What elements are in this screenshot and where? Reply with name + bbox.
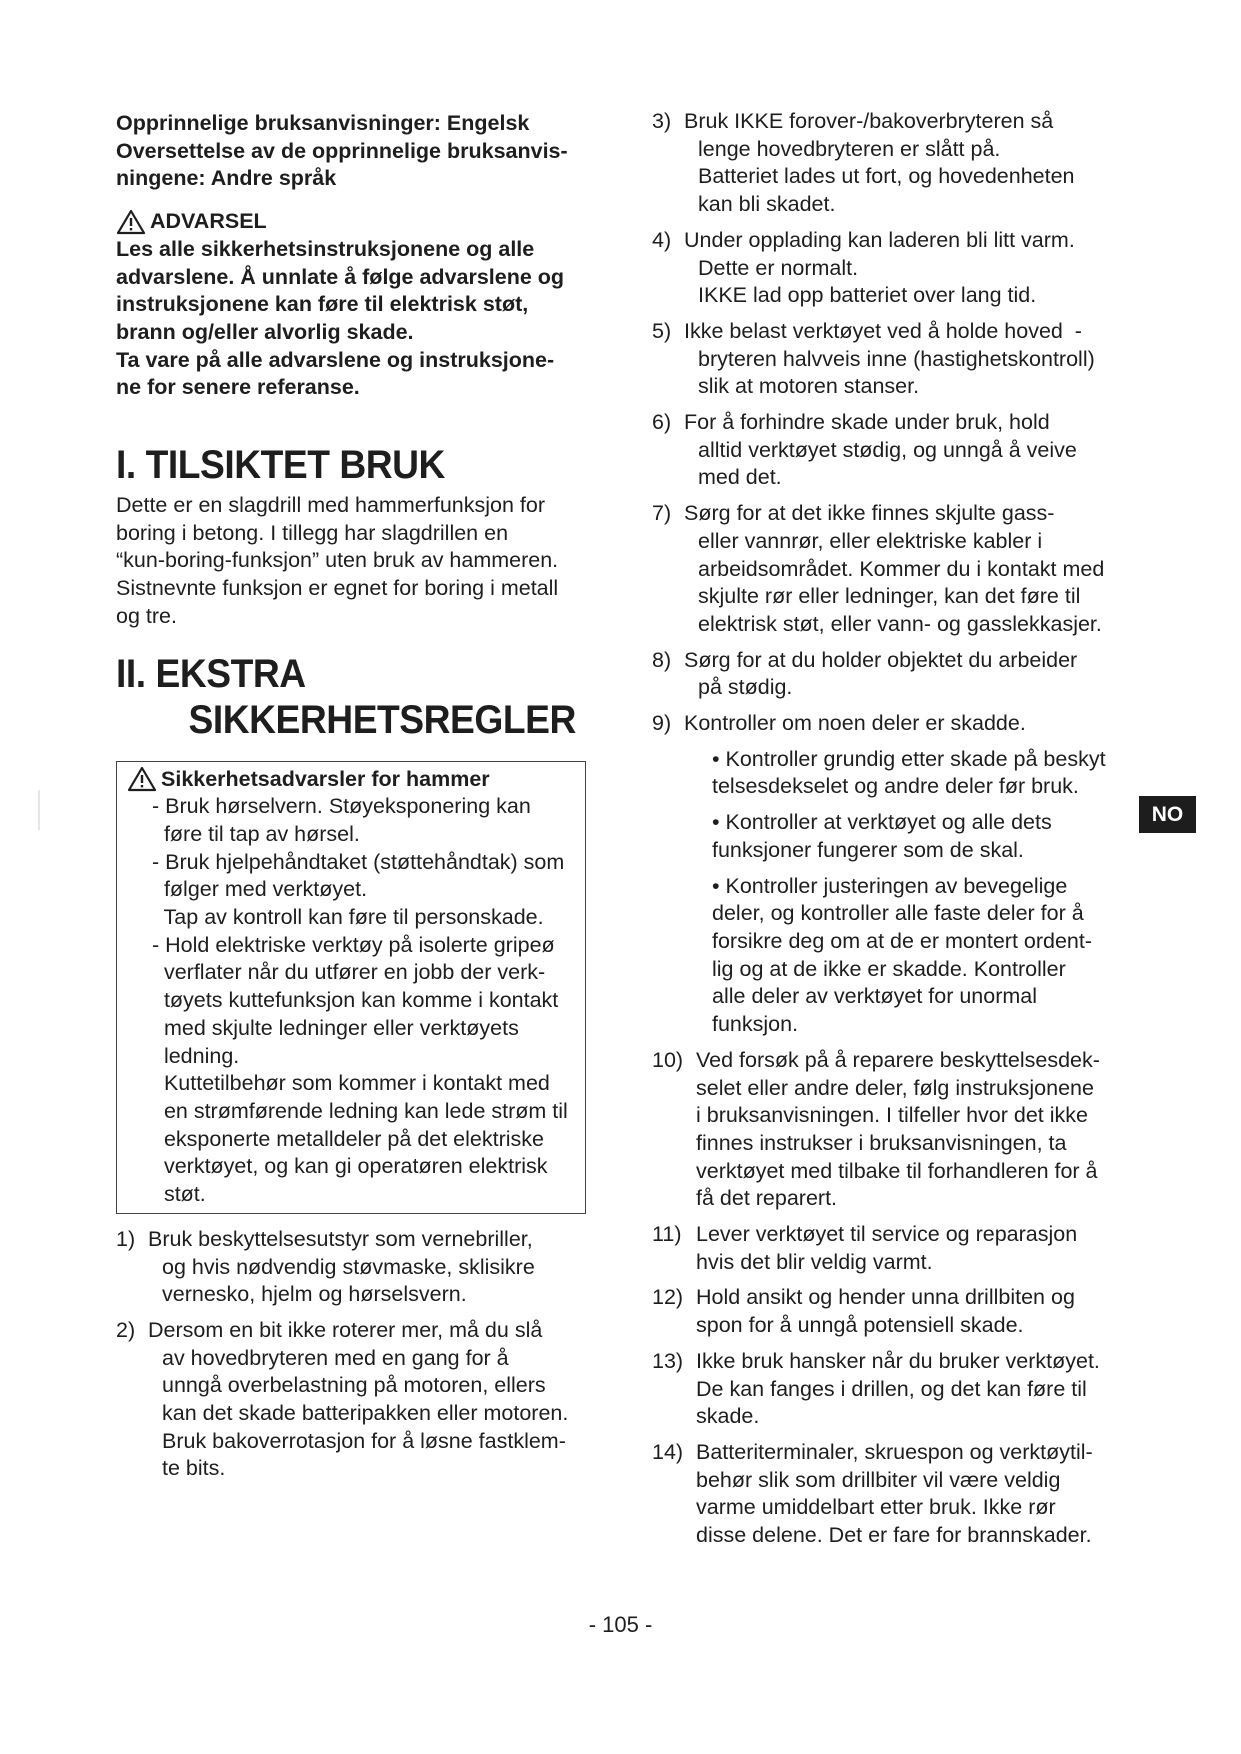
list-item-number: 6) — [652, 410, 672, 435]
list-item-line: Kontroller om noen deler er skadde. — [684, 711, 1026, 736]
bullet-line: forsikre deg om at de er montert ordent- — [712, 928, 1093, 953]
bullet-line: • Kontroller justeringen av bevegelige — [712, 873, 1068, 898]
hammer-box-text — [127, 793, 579, 1209]
hammer-box-line: ledning. — [152, 1043, 240, 1068]
hammer-box-line: en strømførende ledning kan lede strøm til — [152, 1098, 568, 1123]
section1-line: “kun-boring-funksjon” uten bruk av hammeren. — [116, 548, 559, 573]
list-item-line: behør slik som drillbiter vil være veldig — [696, 1467, 1061, 1492]
list-item — [116, 1317, 591, 1483]
hammer-box-line: Kuttetilbehør som kommer i kontakt med — [152, 1071, 550, 1096]
list-item-line: Lever verktøyet til service og reparasjon — [696, 1222, 1078, 1247]
list-item-line: Dersom en bit ikke roterer mer, må du slå — [148, 1317, 543, 1342]
list-item — [652, 1284, 1132, 1339]
bullet-list — [652, 746, 1132, 1039]
intro-line: Oversettelse av de opprinnelige bruksanvis- — [116, 138, 568, 163]
list-item-number: 5) — [652, 318, 672, 343]
warning-label: ADVARSEL — [150, 209, 267, 234]
section2-heading-line1: II. EKSTRA — [116, 651, 306, 696]
bullet-line: funksjon. — [712, 1012, 799, 1037]
list-item-line: Bruk IKKE forover-/bakoverbryteren så — [684, 109, 1054, 133]
hammer-box-line: eksponerte metalldeler på det elektriske — [152, 1126, 544, 1151]
list-item-line: skjulte rør eller ledninger, kan det føre til — [698, 584, 1081, 609]
list-item-line: i bruksanvisningen. I tilfeller hvor det ikke — [696, 1103, 1088, 1128]
warning-line: advarslene. Å unnlate å følge advarslene og — [116, 264, 565, 289]
warning-line: instruksjonene kan føre til elektrisk støt, — [116, 292, 529, 317]
section1-text — [116, 492, 591, 631]
section2-heading-line2: SIKKERHETSREGLER — [188, 697, 576, 742]
list-item-line: vernesko, hjelm og hørselsvern. — [162, 1282, 467, 1307]
warning-triangle-icon — [127, 766, 157, 792]
list-item-number: 3) — [652, 109, 672, 133]
list-item-line: Sørg for at du holder objektet du arbeider — [684, 647, 1078, 672]
intro-line: Opprinnelige bruksanvisninger: Engelsk — [116, 111, 530, 135]
hammer-box-line: tøyets kuttefunksjon kan komme i kontakt — [152, 988, 559, 1013]
left-numbered-list — [116, 1226, 591, 1483]
bullet-item — [712, 746, 1132, 801]
list-item-line: eller vannrør, eller elektriske kabler i — [698, 528, 1043, 553]
list-item-line: slik at motoren stanser. — [698, 374, 920, 399]
list-item-line: elektrisk støt, eller vann- og gasslekkasjer. — [698, 611, 1102, 636]
list-item-line: alltid verktøyet stødig, og unngå å veive — [698, 437, 1077, 462]
list-item — [652, 409, 1132, 492]
hammer-warning-box — [116, 761, 586, 1214]
list-item — [652, 500, 1132, 639]
list-item-line: Bruk bakoverrotasjon for å løsne fastklem- — [162, 1428, 566, 1453]
bullet-line: telsesdekselet og andre deler før bruk. — [712, 774, 1079, 799]
warning-line: brann og/eller alvorlig skade. — [116, 319, 414, 344]
list-item-number: 9) — [652, 711, 672, 736]
list-item — [116, 1226, 591, 1309]
list-item — [652, 1348, 1132, 1431]
warning-line: Ta vare på alle advarslene og instruksjone- — [116, 347, 555, 372]
list-item-line: hvis det blir veldig varmt. — [696, 1249, 933, 1274]
list-item-line: unngå overbelastning på motoren, ellers — [162, 1373, 546, 1398]
list-item — [652, 227, 1132, 310]
list-item-line: skade. — [696, 1404, 760, 1429]
hammer-box-line: - Hold elektriske verktøy på isolerte gripeø — [152, 932, 555, 957]
section2-heading — [116, 651, 576, 743]
list-item-number: 13) — [652, 1348, 684, 1373]
list-item-number: 4) — [652, 227, 672, 252]
list-item-number: 14) — [652, 1439, 684, 1464]
list-item-line: spon for å unngå potensiell skade. — [696, 1313, 1024, 1338]
list-item-number: 7) — [652, 501, 672, 526]
list-item-line: disse delene. Det er fare for brannskader. — [696, 1523, 1092, 1548]
list-item-number: 10) — [652, 1047, 684, 1072]
list-item — [652, 647, 1132, 702]
list-item-number: 1) — [116, 1226, 136, 1251]
list-item-line: verktøyet med tilbake til forhandleren for å — [696, 1158, 1098, 1183]
list-item — [652, 1221, 1132, 1276]
hammer-box-line: støt. — [152, 1182, 206, 1207]
section1-heading: I. TILSIKTET BRUK — [116, 443, 445, 488]
hammer-box-line: med skjulte ledninger eller verktøyets — [152, 1015, 519, 1040]
list-item — [652, 710, 1132, 738]
hammer-box-title-row — [127, 766, 579, 794]
list-item-line: IKKE lad opp batteriet over lang tid. — [698, 283, 1037, 308]
bullet-line: funksjoner fungerer som de skal. — [712, 837, 1024, 862]
scan-artifact — [38, 790, 40, 830]
list-item-line: bryteren halvveis inne (hastighetskontroll) — [698, 346, 1095, 371]
list-item-line: med det. — [698, 465, 782, 490]
warning-heading — [116, 208, 591, 236]
list-item-line: te bits. — [162, 1456, 226, 1481]
hammer-box-line: Tap av kontroll kan føre til personskade. — [152, 905, 544, 930]
list-item-line: Bruk beskyttelsesutstyr som vernebriller, — [148, 1226, 533, 1251]
page-number: - 105 - — [588, 1612, 653, 1637]
list-item-line: Hold ansikt og hender unna drillbiten og — [696, 1285, 1075, 1310]
bullet-line: lig og at de ikke er skadde. Kontroller — [712, 956, 1066, 981]
list-item-number: 2) — [116, 1317, 136, 1342]
section1-line: Dette er en slagdrill med hammerfunksjon for — [116, 493, 545, 518]
list-item-line: arbeidsområdet. Kommer du i kontakt med — [698, 556, 1105, 581]
list-item-line: kan bli skadet. — [698, 192, 836, 217]
list-item-number: 12) — [652, 1285, 684, 1310]
hammer-box-line: verktøyet, og kan gi operatøren elektrisk — [152, 1154, 548, 1179]
list-item-line: på stødig. — [698, 675, 793, 700]
list-item-number: 8) — [652, 647, 672, 672]
section1-line: Sistnevnte funksjon er egnet for boring i metall — [116, 576, 559, 601]
hammer-box-line: følger med verktøyet. — [152, 877, 368, 902]
list-item-line: kan det skade batteripakken eller motoren. — [162, 1401, 569, 1426]
list-item-line: Sørg for at det ikke finnes skjulte gass- — [684, 501, 1055, 526]
list-item-line: Dette er normalt. — [698, 255, 859, 280]
list-item-line: Ikke belast verktøyet ved å holde hoved - — [684, 318, 1082, 343]
section1-line: boring i betong. I tillegg har slagdrillen en — [116, 520, 509, 545]
bullet-line: • Kontroller at verktøyet og alle dets — [712, 810, 1052, 835]
list-item-line: Batteriet lades ut fort, og hovedenheten — [698, 164, 1075, 189]
list-item-line: Ikke bruk hansker når du bruker verktøyet. — [696, 1348, 1100, 1373]
language-tab: NO — [1139, 796, 1196, 833]
list-item-line: Batteriterminaler, skruespon og verktøytil- — [696, 1439, 1093, 1464]
warning-triangle-icon — [116, 209, 146, 235]
hammer-box-line: - Bruk hjelpehåndtaket (støttehåndtak) som — [152, 849, 565, 874]
intro-block — [116, 110, 591, 193]
list-item-line: lenge hovedbryteren er slått på. — [698, 136, 1001, 161]
hammer-box-line: føre til tap av hørsel. — [152, 821, 360, 846]
list-item-line: Under opplading kan laderen bli litt varm. — [684, 227, 1075, 252]
bullet-line: • Kontroller grundig etter skade på beskyt — [712, 746, 1106, 771]
bullet-item — [712, 809, 1132, 864]
list-item-line: For å forhindre skade under bruk, hold — [684, 410, 1050, 435]
bullet-line: deler, og kontroller alle faste deler for å — [712, 901, 1084, 926]
section1-line: og tre. — [116, 603, 177, 628]
bullet-item — [712, 873, 1132, 1039]
warning-line: Les alle sikkerhetsinstruksjonene og alle — [116, 236, 535, 261]
list-item-line: finnes instrukser i bruksanvisningen, ta — [696, 1130, 1067, 1155]
left-column — [116, 110, 591, 1483]
list-item-line: selet eller andre deler, følg instruksjonene — [696, 1075, 1094, 1100]
list-item-line: få det reparert. — [696, 1186, 838, 1211]
list-item-line: De kan fanges i drillen, og det kan føre til — [696, 1376, 1087, 1401]
list-item-line: varme umiddelbart etter bruk. Ikke rør — [696, 1495, 1056, 1520]
list-item — [652, 1047, 1132, 1213]
list-item-number: 11) — [652, 1222, 682, 1247]
right-column — [652, 108, 1132, 1550]
hammer-box-title: Sikkerhetsadvarsler for hammer — [161, 766, 490, 791]
intro-line: ningene: Andre språk — [116, 166, 337, 191]
list-item-line: av hovedbryteren med en gang for å — [162, 1345, 509, 1370]
warning-text — [116, 236, 591, 402]
list-item-line: og hvis nødvendig støvmaske, sklisikre — [162, 1254, 535, 1279]
list-item — [652, 318, 1132, 401]
list-item — [652, 108, 1132, 219]
warning-line: ne for senere referanse. — [116, 375, 360, 400]
hammer-box-line: verflater når du utfører en jobb der verk- — [152, 960, 546, 985]
bullet-line: alle deler av verktøyet for unormal — [712, 984, 1038, 1009]
list-item — [652, 1439, 1132, 1550]
hammer-box-line: - Bruk hørselvern. Støyeksponering kan — [152, 794, 531, 819]
list-item-line: Ved forsøk på å reparere beskyttelsesdek- — [696, 1047, 1100, 1072]
